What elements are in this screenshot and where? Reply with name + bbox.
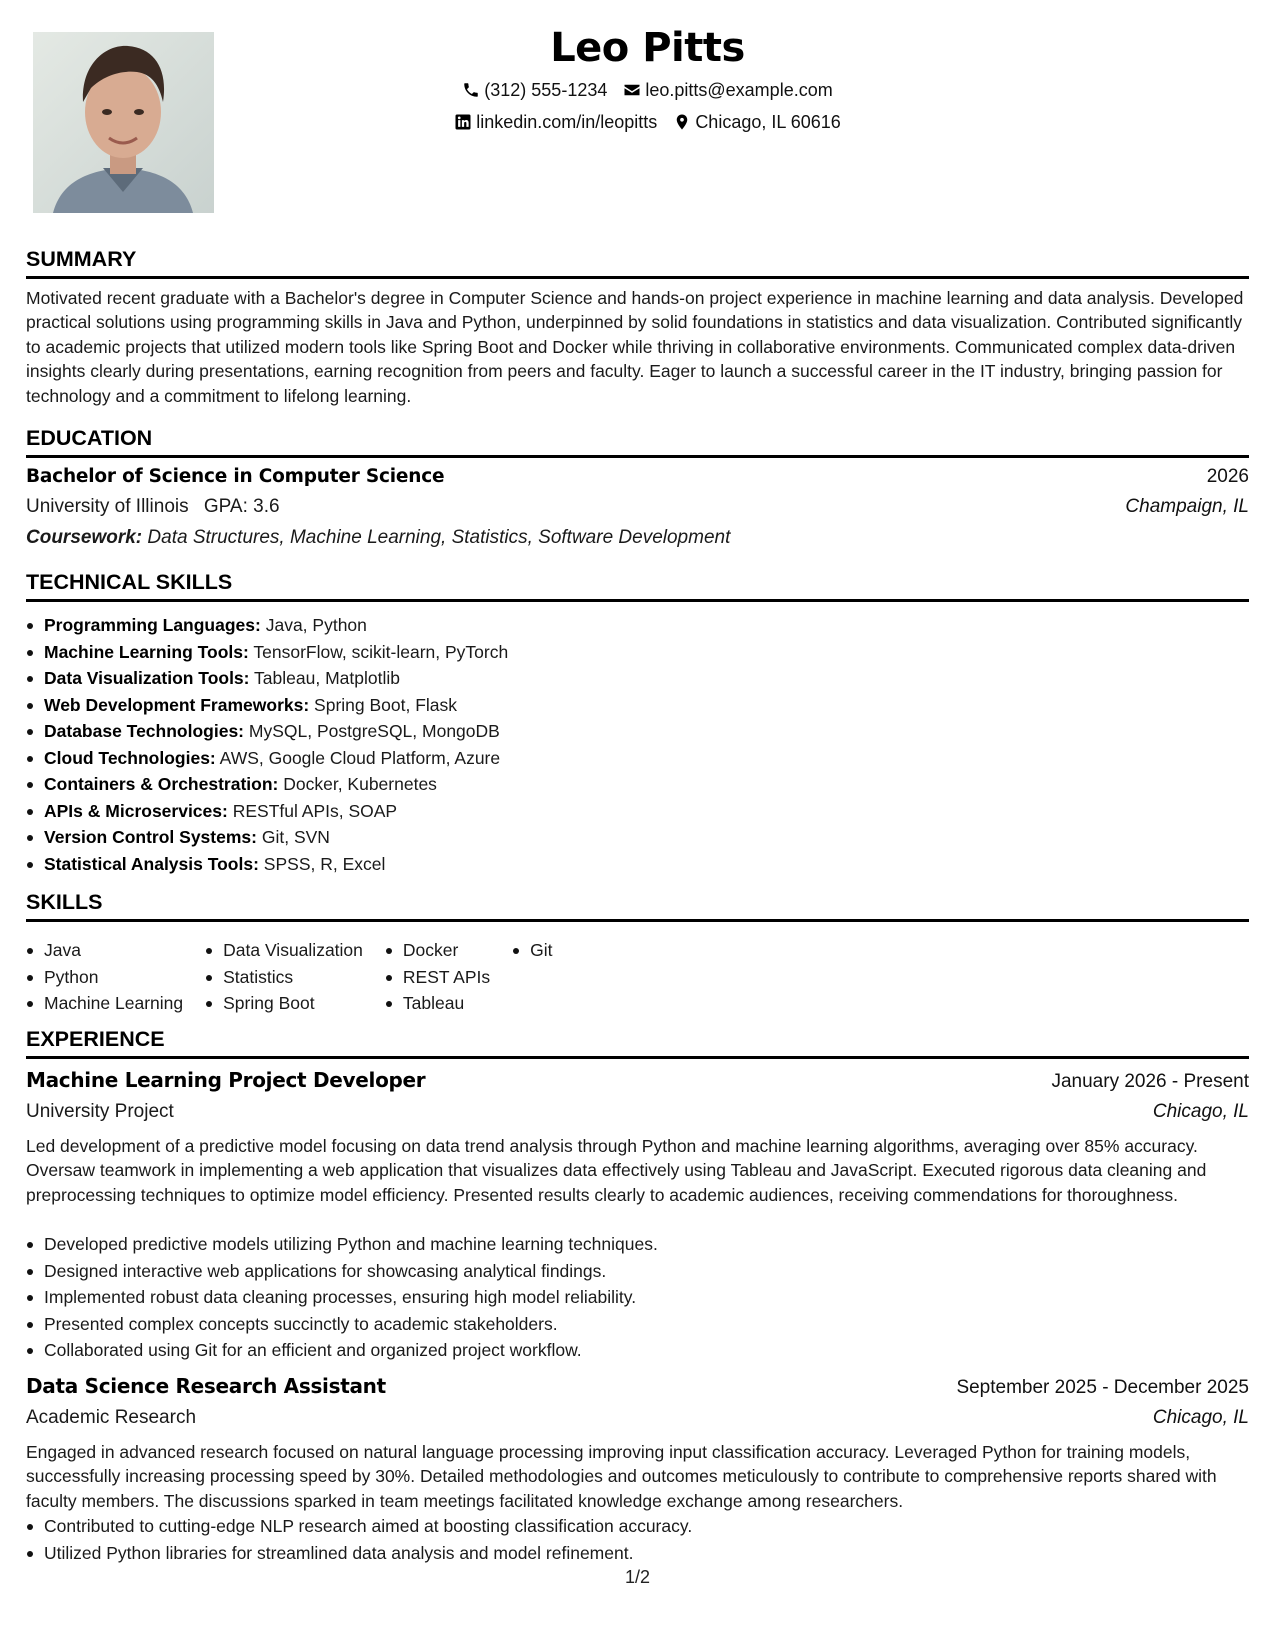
- profile-photo: [33, 32, 214, 213]
- phone-number[interactable]: (312) 555-1234: [484, 80, 608, 100]
- candidate-name: Leo Pitts: [550, 25, 745, 71]
- school-name: University of Illinois: [26, 496, 189, 517]
- list-item: Statistical Analysis Tools: SPSS, R, Excel: [26, 851, 1251, 878]
- job-title: Machine Learning Project Developer: [26, 1068, 426, 1092]
- education-school-row: [26, 496, 1249, 518]
- job-description: Engaged in advanced research focused on natural language processing improving input classification accuracy. Leveraged Python for training models, successfully increasing processing speed by 30%. Detailed methodologies and outcomes meticulously to contribute to comprehensive reports shared with faculty members. The discussions sparked in team meetings facilitated knowledge exchange among researchers.: [26, 1442, 1217, 1511]
- school-location: Champaign, IL: [1125, 496, 1249, 517]
- contact-location: [673, 106, 840, 138]
- list-item: Data Visualization: [205, 937, 363, 964]
- list-item: Data Visualization Tools: Tableau, Matplotlib: [26, 665, 1251, 692]
- gpa: GPA: 3.6: [203, 496, 280, 517]
- job-header-row: [26, 1068, 1249, 1093]
- skills-column: [512, 937, 552, 1017]
- job-bullets: [26, 1513, 1251, 1566]
- list-item: Utilized Python libraries for streamlined data analysis and model refinement.: [26, 1540, 1251, 1567]
- list-item: Machine Learning: [26, 990, 183, 1017]
- section-title-experience: EXPERIENCE: [26, 1024, 1249, 1059]
- list-item: Docker: [385, 937, 490, 964]
- coursework: [26, 527, 730, 549]
- graduation-year: 2026: [1206, 466, 1249, 487]
- skills-column: [385, 937, 490, 1017]
- list-item: Cloud Technologies: AWS, Google Cloud Platform, Azure: [26, 745, 1251, 772]
- email-address[interactable]: leo.pitts@example.com: [645, 80, 833, 100]
- map-marker-icon: [673, 113, 691, 131]
- list-item: Developed predictive models utilizing Python and machine learning techniques.: [26, 1231, 1251, 1258]
- skills-grid: [26, 937, 574, 1017]
- list-item: Database Technologies: MySQL, PostgreSQL, MongoDB: [26, 718, 1251, 745]
- job-org-row: [26, 1101, 1249, 1123]
- list-item: Machine Learning Tools: TensorFlow, scikit-learn, PyTorch: [26, 639, 1251, 666]
- coursework-list: Data Structures, Machine Learning, Statistics, Software Development: [147, 527, 731, 548]
- list-item: Python: [26, 964, 183, 991]
- list-item: Spring Boot: [205, 990, 363, 1017]
- list-item: APIs & Microservices: RESTful APIs, SOAP: [26, 798, 1251, 825]
- list-item: Implemented robust data cleaning processes, ensuring high model reliability.: [26, 1284, 1251, 1311]
- job-organization: University Project: [26, 1101, 174, 1122]
- list-item: Git: [512, 937, 552, 964]
- section-title-summary: SUMMARY: [26, 244, 1249, 279]
- list-item: Presented complex concepts succinctly to academic stakeholders.: [26, 1311, 1251, 1338]
- list-item: Web Development Frameworks: Spring Boot, Flask: [26, 692, 1251, 719]
- school-info: [26, 496, 280, 518]
- list-item: Programming Languages: Java, Python: [26, 612, 1251, 639]
- education-header-row: [26, 466, 1249, 488]
- phone-icon: [462, 81, 480, 99]
- coursework-row: [26, 527, 1249, 549]
- list-item: Contributed to cutting-edge NLP research aimed at boosting classification accuracy.: [26, 1513, 1251, 1540]
- skills-column: [26, 937, 183, 1017]
- list-item: Java: [26, 937, 183, 964]
- list-item: Containers & Orchestration: Docker, Kubernetes: [26, 771, 1251, 798]
- location-text: Chicago, IL 60616: [695, 112, 841, 132]
- summary-text: Motivated recent graduate with a Bachelor's degree in Computer Science and hands-on project experience in machine learning and data analysis. Developed practical solutions using programming skills in Java and Python, underpinned by solid foundations in statistics and data visualization. Contributed significantly to academic projects that utilized modern tools like Spring Boot and Docker while thriving in collaborative environments. Communicated complex data-driven insights clearly during presentations, earning recognition from peers and faculty. Eager to launch a successful career in the IT industry, bringing passion for technology and a commitment to lifelong learning.: [26, 288, 1244, 406]
- job-dates: January 2026 - Present: [1051, 1071, 1249, 1092]
- job-header-row: [26, 1374, 1249, 1399]
- job-bullets: [26, 1231, 1251, 1364]
- linkedin-url[interactable]: linkedin.com/in/leopitts: [476, 112, 658, 132]
- job-description: Led development of a predictive model focusing on data trend analysis through Python and machine learning algorithms, averaging over 85% accuracy. Oversaw teamwork in implementing a web application that visualizes data effectively using Tableau and JavaScript. Executed rigorous data cleaning and preprocessing techniques to optimize model efficiency. Presented results clearly to academic audiences, receiving commendations for thoroughness.: [26, 1136, 1207, 1205]
- resume-header: [300, 22, 995, 138]
- linkedin-icon: [454, 113, 472, 131]
- list-item: Statistics: [205, 964, 363, 991]
- list-item: Version Control Systems: Git, SVN: [26, 824, 1251, 851]
- skills-column: [205, 937, 363, 1017]
- list-item: Tableau: [385, 990, 490, 1017]
- job-title: Data Science Research Assistant: [26, 1374, 386, 1398]
- technical-skills-list: [26, 612, 1251, 877]
- job-org-row: [26, 1407, 1249, 1429]
- list-item: REST APIs: [385, 964, 490, 991]
- page-number: 1/2: [624, 1567, 651, 1587]
- job-organization: Academic Research: [26, 1407, 197, 1428]
- contact-phone: [462, 74, 607, 106]
- section-title-education: EDUCATION: [26, 423, 1249, 458]
- envelope-icon: [623, 81, 641, 99]
- job-location: Chicago, IL: [1152, 1101, 1249, 1122]
- list-item: Designed interactive web applications for showcasing analytical findings.: [26, 1258, 1251, 1285]
- contact-email: [623, 74, 832, 106]
- degree-title: Bachelor of Science in Computer Science: [26, 466, 445, 487]
- coursework-label: Coursework:: [26, 527, 143, 548]
- job-dates: September 2025 - December 2025: [956, 1377, 1249, 1398]
- section-title-technical-skills: TECHNICAL SKILLS: [26, 567, 1249, 602]
- job-location: Chicago, IL: [1152, 1407, 1249, 1428]
- section-title-skills: SKILLS: [26, 887, 1249, 922]
- contact-linkedin: [454, 106, 657, 138]
- list-item: Collaborated using Git for an efficient and organized project workflow.: [26, 1337, 1251, 1364]
